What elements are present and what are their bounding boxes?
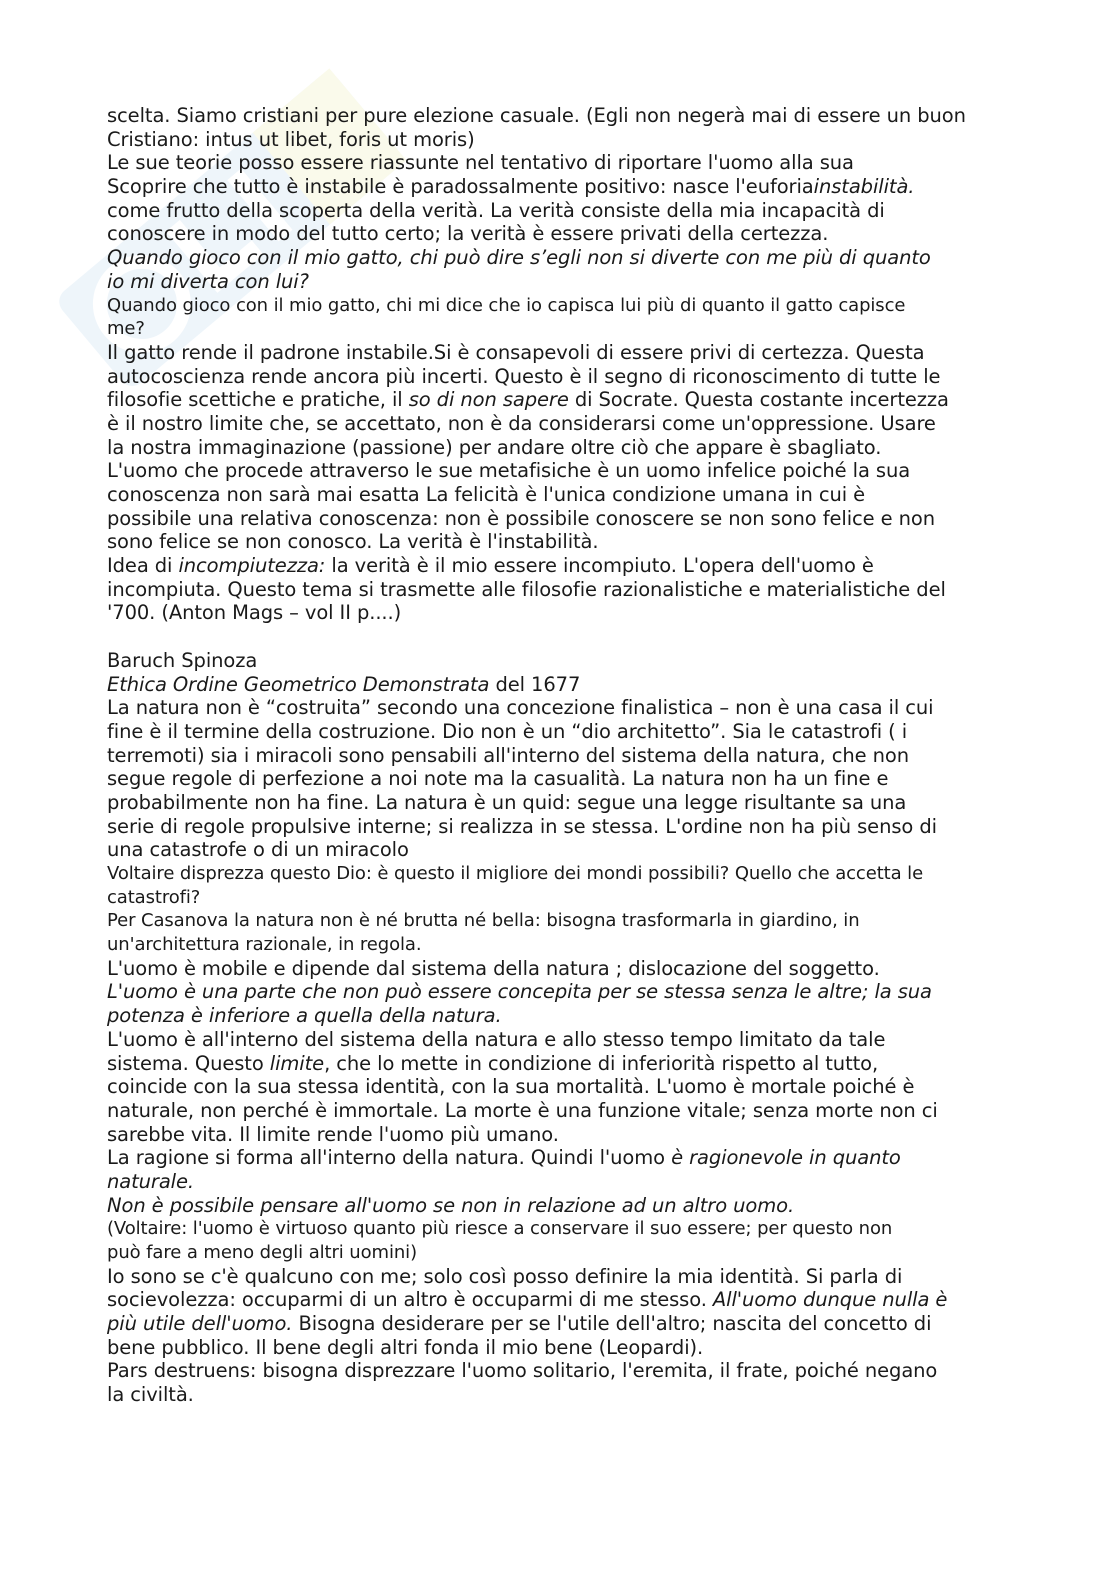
plain-text: è il nostro limite che, se accettato, non è da considerarsi come un'oppressione. Usare (107, 411, 936, 435)
text-line (107, 744, 1007, 768)
text-line (107, 1383, 1007, 1407)
text-line (107, 459, 1007, 483)
plain-text: può fare a meno degli altri uomini) (107, 1242, 417, 1263)
italic-text: limite (269, 1051, 325, 1075)
text-line (107, 980, 1007, 1004)
text-line (107, 1359, 1007, 1383)
italic-text: io mi diverta con lui? (107, 269, 309, 293)
text-line (107, 507, 1007, 531)
plain-text: terremoti) sia i miracoli sono pensabili all'interno del sistema della natura, che non (107, 743, 909, 767)
plain-text: filosofie scettiche e pratiche, il (107, 388, 409, 412)
text-line (107, 862, 1007, 886)
plain-text: fine è il termine della costruzione. Dio non è un “dio architetto”. Sia le catastrofi ( i (107, 719, 908, 743)
plain-text: incompiuta. Questo tema si trasmette alle filosofie razionalistiche e materialistiche del (107, 577, 946, 601)
plain-text: la verità è il mio essere incompiuto. L'opera dell'uomo è (325, 554, 874, 578)
text-line (107, 578, 1007, 602)
plain-text: Quando gioco con il mio gatto, chi mi dice che io capisca lui più di quanto il gatto capisce (107, 294, 906, 316)
text-line (107, 175, 1007, 199)
plain-text: conoscenza non sarà mai esatta La felicità è l'unica condizione umana in cui è (107, 483, 866, 506)
plain-text: Per Casanova la natura non è né brutta né bella: bisogna trasformarla in giardino, in (107, 910, 860, 932)
italic-text: è ragionevole in quanto (671, 1146, 901, 1170)
text-line (107, 270, 1007, 294)
text-line (107, 720, 1007, 744)
plain-text: la nostra immaginazione (passione) per andare oltre ciò che appare è sbagliato. (107, 435, 882, 459)
italic-text: più utile dell'uomo. (107, 1312, 293, 1336)
plain-text: Bisogna desiderare per se l'utile dell'altro; nascita del concetto di (292, 1312, 932, 1336)
plain-text: Il gatto rende il padrone instabile.Si è consapevoli di essere privi di certezza. Questa (107, 340, 925, 364)
text-line (107, 767, 1007, 791)
plain-text: autocoscienza rende ancora più incerti. Questo è il segno di riconoscimento di tutte le (107, 364, 941, 388)
plain-text: (Voltaire: l'uomo è virtuoso quanto più riesce a conservare il suo essere; per questo non (107, 1218, 893, 1240)
italic-text: Quando gioco con il mio gatto, chi può dire s’egli non si diverte con me più di quanto (107, 246, 931, 270)
plain-text: Voltaire disprezza questo Dio: è questo il migliore dei mondi possibili? Quello che accetta le (107, 863, 924, 884)
plain-text: , che lo mette in condizione di inferiorità rispetto al tutto, (324, 1051, 879, 1075)
text-line (107, 1004, 1007, 1028)
plain-text: L'uomo è all'interno del sistema della natura e allo stesso tempo limitato da tale (107, 1027, 886, 1051)
italic-text: potenza è inferiore a quella della natura. (107, 1004, 502, 1028)
text-line (107, 128, 1007, 152)
plain-text: conoscere in modo del tutto certo; la verità è essere privati della certezza. (107, 222, 829, 246)
text-line (107, 957, 1007, 981)
plain-text: catastrofi? (107, 886, 201, 908)
text-line (107, 317, 1007, 341)
plain-text: L'uomo che procede attraverso le sue metafisiche è un uomo infelice poiché la sua (107, 459, 911, 483)
text-line (107, 1146, 1007, 1170)
plain-text: probabilmente non ha fine. La natura è un quid: segue una legge risultante sa una (107, 790, 907, 814)
plain-text: segue regole di perfezione a noi note ma la casualità. La natura non ha un fine e (107, 767, 889, 791)
plain-text: coincide con la sua stessa identità, con la sua mortalità. L'uomo è mortale poiché è (107, 1075, 915, 1099)
italic-text: All'uomo dunque nulla è (712, 1288, 948, 1312)
plain-text: come frutto della scoperta della verità. La verità consiste della mia incapacità di (107, 198, 885, 222)
text-line (107, 412, 1007, 436)
text-line (107, 1123, 1007, 1147)
plain-text: me? (107, 318, 145, 340)
text-line (107, 1336, 1007, 1360)
text-line (107, 909, 1007, 933)
text-line (107, 886, 1007, 910)
italic-text: Non è possibile pensare all'uomo se non in relazione ad un altro uomo. (107, 1193, 795, 1217)
text-line (107, 151, 1007, 175)
italic-text: incompiutezza: (178, 554, 326, 578)
plain-text: possibile una relativa conoscenza: non è possibile conoscere se non sono felice e non (107, 506, 935, 530)
plain-text: un'architettura razionale, in regola. (107, 934, 422, 956)
plain-text: sono felice se non conosco. La verità è l'instabilità. (107, 530, 599, 554)
italic-text: instabilità. (813, 175, 915, 199)
text-line (107, 815, 1007, 839)
italic-text: Ethica Ordine Geometrico Demonstrata (107, 672, 490, 696)
text-line (107, 673, 1007, 697)
italic-text: naturale. (107, 1169, 194, 1193)
text-line (107, 530, 1007, 554)
text-line (107, 1099, 1007, 1123)
plain-text: del 1677 (489, 672, 581, 696)
section-heading: Baruch Spinoza (107, 648, 258, 672)
text-line (107, 1052, 1007, 1076)
plain-text: sistema. Questo (107, 1051, 270, 1075)
text-line (107, 1170, 1007, 1194)
text-line (107, 1265, 1007, 1289)
plain-text: la civiltà. (107, 1383, 194, 1407)
italic-text: so di non sapere (408, 388, 569, 412)
text-line (107, 696, 1007, 720)
text-line (107, 436, 1007, 460)
plain-text: una catastrofe o di un miracolo (107, 838, 409, 862)
plain-text: bene pubblico. Il bene degli altri fonda il mio bene (Leopardi). (107, 1335, 704, 1359)
plain-text: Idea di (107, 554, 179, 578)
text-line (107, 246, 1007, 270)
text-line (107, 1194, 1007, 1218)
plain-text: La natura non è “costruita” secondo una concezione finalistica – non è una casa il cui (107, 696, 934, 720)
plain-text: serie di regole propulsive interne; si realizza in se stessa. L'ordine non ha più senso di (107, 814, 937, 838)
italic-text: L'uomo è una parte che non può essere concepita per se stessa senza le altre; la sua (107, 980, 932, 1004)
plain-text: Pars destruens: bisogna disprezzare l'uomo solitario, l'eremita, il frate, poiché negano (107, 1359, 938, 1383)
text-line (107, 554, 1007, 578)
text-line (107, 1075, 1007, 1099)
paragraph-spacer (107, 625, 1007, 649)
text-line (107, 222, 1007, 246)
plain-text: naturale, non perché è immortale. La morte è una funzione vitale; senza morte non ci (107, 1098, 938, 1122)
text-line (107, 791, 1007, 815)
plain-text: '700. (Anton Mags – vol II p....) (107, 601, 402, 625)
text-line (107, 1028, 1007, 1052)
text-line (107, 483, 1007, 507)
plain-text: scelta. Siamo cristiani per pure elezione casuale. (Egli non negerà mai di essere un buon (107, 104, 966, 127)
text-line (107, 199, 1007, 223)
text-line (107, 601, 1007, 625)
text-line (107, 1241, 1007, 1265)
text-line (107, 341, 1007, 365)
text-line (107, 1312, 1007, 1336)
plain-text: Io sono se c'è qualcuno con me; solo così posso definire la mia identità. Si parla di (107, 1264, 903, 1288)
text-line (107, 1288, 1007, 1312)
text-line (107, 1217, 1007, 1241)
text-line (107, 104, 1007, 128)
text-line (107, 838, 1007, 862)
plain-text: socievolezza: occuparmi di un altro è occuparmi di me stesso. (107, 1288, 713, 1312)
text-line (107, 933, 1007, 957)
plain-text: Scoprire che tutto è instabile è paradossalmente positivo: nasce l'euforia (107, 175, 814, 199)
plain-text: L'uomo è mobile e dipende dal sistema della natura ; dislocazione del soggetto. (107, 956, 880, 980)
document-page (107, 104, 1007, 1407)
text-line (107, 365, 1007, 389)
section-montaigne (107, 104, 1007, 625)
plain-text: Le sue teorie posso essere riassunte nel tentativo di riportare l'uomo alla sua (107, 151, 854, 175)
plain-text: Cristiano: intus ut libet, foris ut moris) (107, 127, 475, 151)
text-line (107, 388, 1007, 412)
text-line (107, 294, 1007, 318)
plain-text: La ragione si forma all'interno della natura. Quindi l'uomo (107, 1146, 672, 1170)
section-spinoza (107, 649, 1007, 1407)
plain-text: sarebbe vita. Il limite rende l'uomo più umano. (107, 1122, 559, 1146)
plain-text: di Socrate. Questa costante incertezza (568, 388, 949, 412)
